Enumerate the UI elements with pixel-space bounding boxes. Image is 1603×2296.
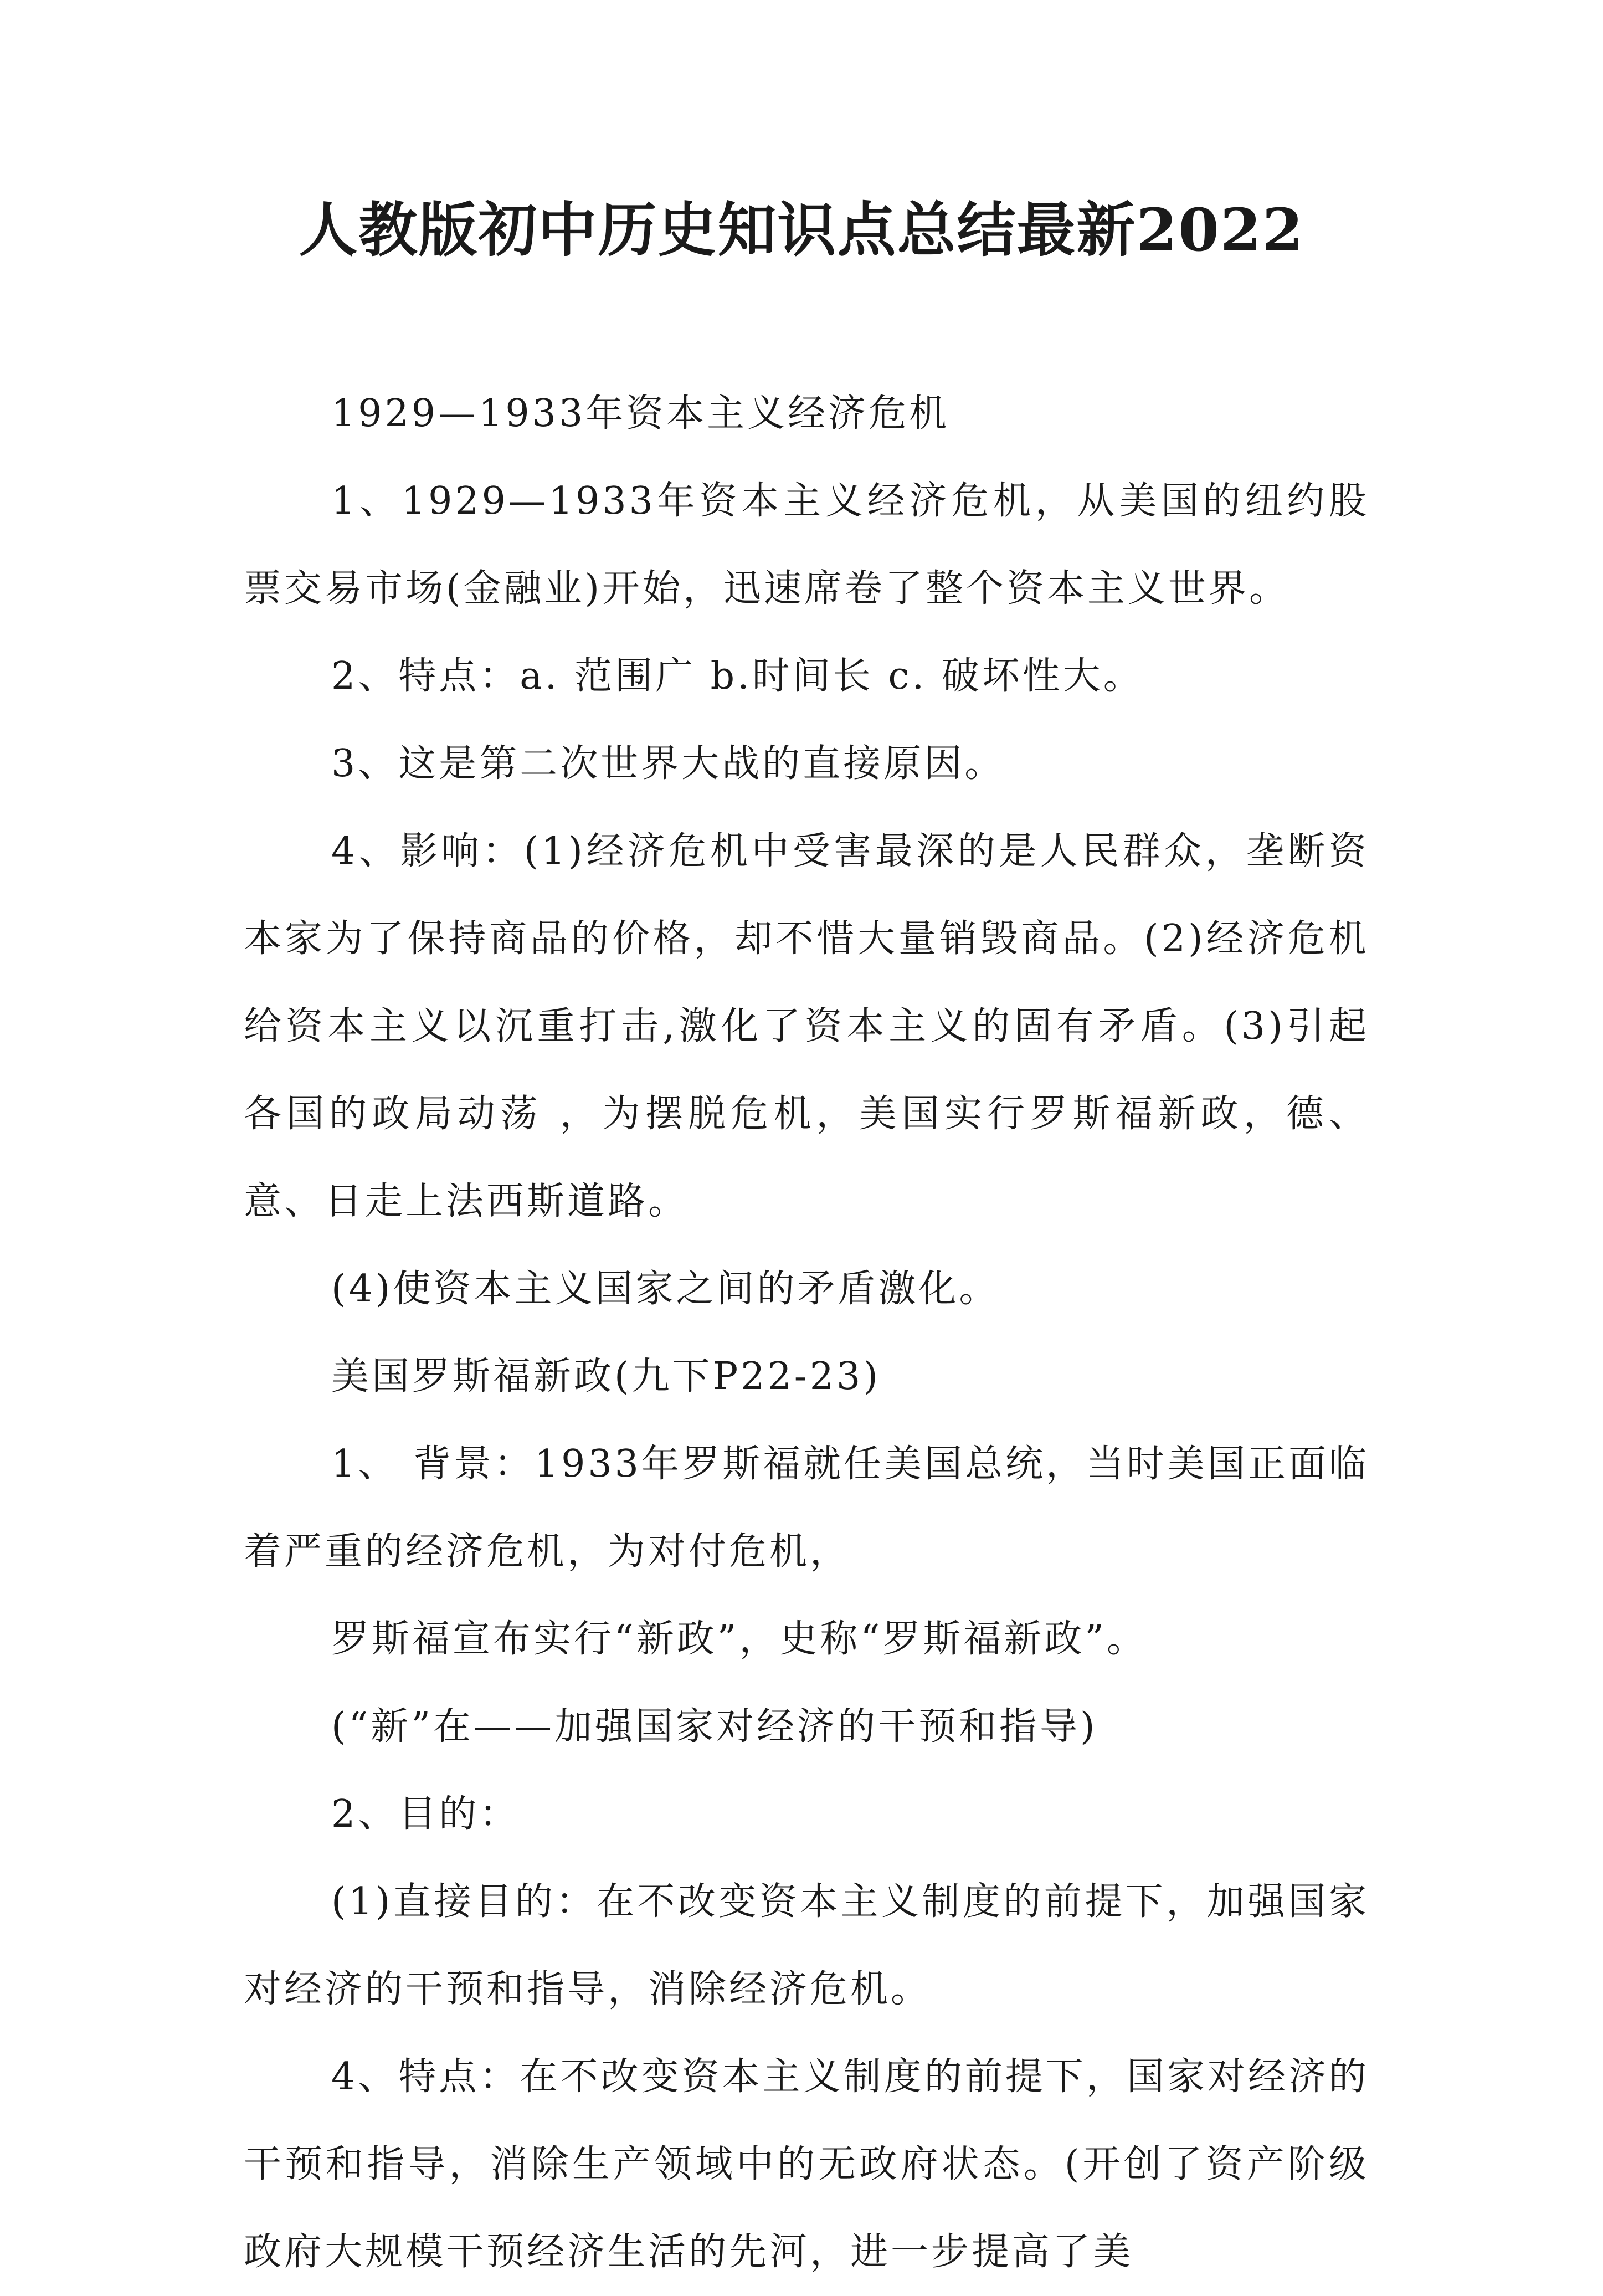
paragraph-new-deal-background: 1、 背景：1933年罗斯福就任美国总统，当时美国正面临着严重的经济危机，为对付危机， bbox=[244, 1442, 1369, 1574]
section-heading-economic-crisis: 1929—1933年资本主义经济危机 bbox=[331, 392, 950, 435]
paragraph-crisis-origin: 1、1929—1933年资本主义经济危机，从美国的纽约股票交易市场(金融业)开始，迅速席卷了整个资本主义世界。 bbox=[244, 479, 1369, 611]
paragraph-new-deal-purpose-heading: 2、目的： bbox=[331, 1792, 520, 1836]
paragraph-crisis-impact-4: (4)使资本主义国家之间的矛盾激化。 bbox=[331, 1267, 1000, 1311]
paragraph-crisis-impact: 4、影响：(1)经济危机中受害最深的是人民群众，垄断资本家为了保持商品的价格，却不惜大量销毁商品。(2)经济危机给资本主义以沉重打击,激化了资本主义的固有矛盾。(3)引起各国的政局动荡 ，为摆脱危机，美国实行罗斯福新政，德、意、日走上法西斯道路。 bbox=[244, 829, 1369, 1223]
document-title: 人教版初中历史知识点总结最新2022 bbox=[299, 195, 1304, 264]
paragraph-crisis-war-cause: 3、这是第二次世界大战的直接原因。 bbox=[331, 742, 1005, 786]
document-body bbox=[244, 370, 1369, 2296]
paragraph-new-deal-announcement: 罗斯福宣布实行“新政”，史称“罗斯福新政”。 bbox=[331, 1617, 1148, 1661]
paragraph-new-deal-direct-purpose: (1)直接目的：在不改变资本主义制度的前提下，加强国家对经济的干预和指导，消除经济危机。 bbox=[244, 1880, 1369, 2011]
paragraph-new-deal-features: 4、特点：在不改变资本主义制度的前提下，国家对经济的干预和指导，消除生产领域中的无政府状态。(开创了资产阶级政府大规模干预经济生活的先河，进一步提高了美 bbox=[244, 2055, 1369, 2274]
paragraph-crisis-features: 2、特点：a. 范围广 b.时间长 c. 破坏性大。 bbox=[331, 654, 1144, 698]
section-heading-new-deal: 美国罗斯福新政(九下P22-23) bbox=[331, 1355, 881, 1398]
paragraph-new-deal-note: (“新”在——加强国家对经济的干预和指导) bbox=[331, 1705, 1098, 1749]
